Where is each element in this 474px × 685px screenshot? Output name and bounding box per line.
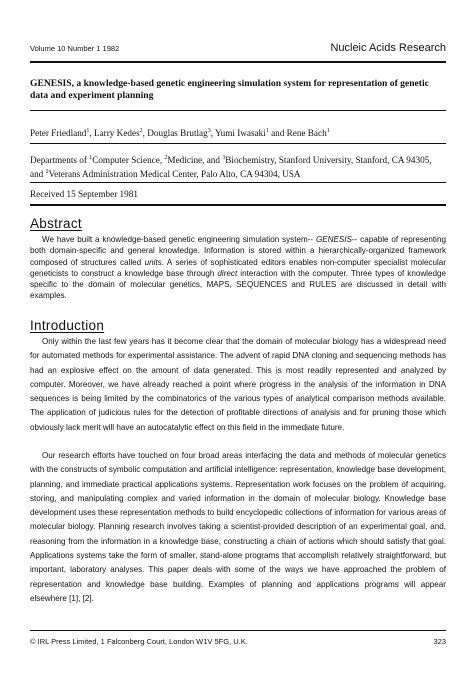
abstract-run: -- capable of representing both domain-specific and general knowledge. Information is stored within a hierarchically-organized framework composed of structures called bbox=[30, 235, 446, 267]
author-affil-mark: 1 bbox=[86, 128, 90, 134]
author-list bbox=[30, 125, 446, 139]
affil-mark: 2 bbox=[164, 155, 168, 161]
abstract-run: We have built a knowledge-based genetic engineering simulation system-- bbox=[42, 235, 316, 244]
paper-title: GENESIS, a knowledge-based genetic engineering simulation system for representation of genetic data and experiment planning bbox=[30, 78, 429, 101]
affil-mark: 1 bbox=[89, 155, 93, 161]
intro-paragraph-1 bbox=[30, 335, 446, 435]
author-affil-mark: 1 bbox=[326, 128, 330, 134]
page-number: 323 bbox=[433, 637, 446, 646]
abstract-emphasis: direct bbox=[217, 268, 238, 278]
paragraph-text: Only within the last few years has it become clear that the domain of molecular biology has a widespread need for automated methods for experimental assistance. The advent of rapid DNA cloning and sequencing methods has had an explosive effect on the amount of data generated. This is most readily represented and analyzed by computer. Moreover, we have already reached a point where progress in the analysis of the information in DNA sequences is being limited by the combinatorics of the various types of analytical comparison methods available. The application of judicious rules for the detection of profitable directions of analysis and for pruning those which obviously lack merit will have an autocatalytic effect on this field in the immediate future. bbox=[30, 337, 446, 432]
affiliation-text: Veterans Administration Medical Center, Palo Alto, CA 94304, USA bbox=[48, 169, 301, 180]
author-name: , Yumi Iwasaki bbox=[210, 128, 266, 139]
affiliation-text: Medicine, and bbox=[167, 155, 223, 166]
affiliation-rule bbox=[30, 182, 446, 183]
abstract-text bbox=[30, 234, 446, 302]
author-affil-mark: 3 bbox=[207, 128, 211, 134]
volume-info: Volume 10 Number 1 1982 bbox=[30, 44, 120, 53]
abstract-heading: Abstract bbox=[30, 216, 82, 231]
abstract-run: interaction with the computer. Three types of knowledge specific to the domain of molecular genetics, MAPS, SEQUENCES and RULES are discussed in detail with examples. bbox=[30, 268, 446, 301]
running-header bbox=[30, 42, 446, 58]
affiliation-text: Computer Science, bbox=[92, 155, 165, 166]
journal-name: Nucleic Acids Research bbox=[330, 42, 446, 54]
paragraph-text: Our research efforts have touched on four broad areas interfacing the data and methods of molecular genetics with the constructs of symbolic computation and artificial intelligence: representation, knowledge base development, planning, and immediate practical applications systems. Representation work focuses on the problem of acquiring, storing, and manipulating complex and varied information in the domain of molecular biology. Knowledge base development uses these representation methods to build encyclopedic collections of information for various areas of molecular biology. Planning research involves taking a scientist-provided description of an experimental goal, and, reasoning from the information in a knowledge base, constructing a chain of actions which should satisfy that goal. Applications systems take the form of smaller, stand-alone programs that accomplish relatively straightforward, but important, laboratory analyses. This paper deals with some of the ways we have approached the problem of representation and knowledge base building. Examples of planning and applications programs will appear elsewhere [1], [2]. bbox=[30, 451, 446, 603]
author-name: and Rene Bach bbox=[268, 128, 327, 139]
abstract-emphasis: GENESIS bbox=[315, 235, 352, 244]
affil-mark: 2 bbox=[45, 169, 49, 176]
affiliation-text: Departments of bbox=[30, 155, 90, 166]
received-date: Received 15 September 1981 bbox=[30, 189, 138, 199]
affiliation-text: Biochemistry, Stanford University, Stanford, CA 94305, and bbox=[30, 155, 432, 180]
author-affil-mark: 2 bbox=[139, 128, 143, 134]
author-name: , Douglas Brutlag bbox=[142, 128, 208, 139]
received-rule bbox=[30, 204, 446, 206]
authors-rule bbox=[30, 143, 446, 144]
introduction-heading: Introduction bbox=[30, 318, 105, 333]
footer-rule bbox=[30, 630, 446, 631]
author-affil-mark: 1 bbox=[265, 128, 269, 134]
affiliations bbox=[30, 152, 446, 180]
abstract-run: . A series of sophisticated editors enables non-computer specialist molecular geneticists to construct a knowledge base through bbox=[30, 257, 446, 278]
page-footer bbox=[30, 637, 446, 649]
copyright-notice: © IRL Press Limited, 1 Falconberg Court, London W1V 5FG, U.K. bbox=[30, 637, 248, 646]
abstract-emphasis: units bbox=[144, 257, 162, 267]
affil-mark: 3 bbox=[222, 155, 226, 161]
intro-paragraph-2 bbox=[30, 449, 446, 606]
author-name: , Larry Kedes bbox=[89, 128, 140, 139]
title-rule bbox=[30, 110, 446, 111]
header-rule bbox=[30, 61, 446, 63]
author-name: Peter Friedland bbox=[30, 128, 87, 139]
